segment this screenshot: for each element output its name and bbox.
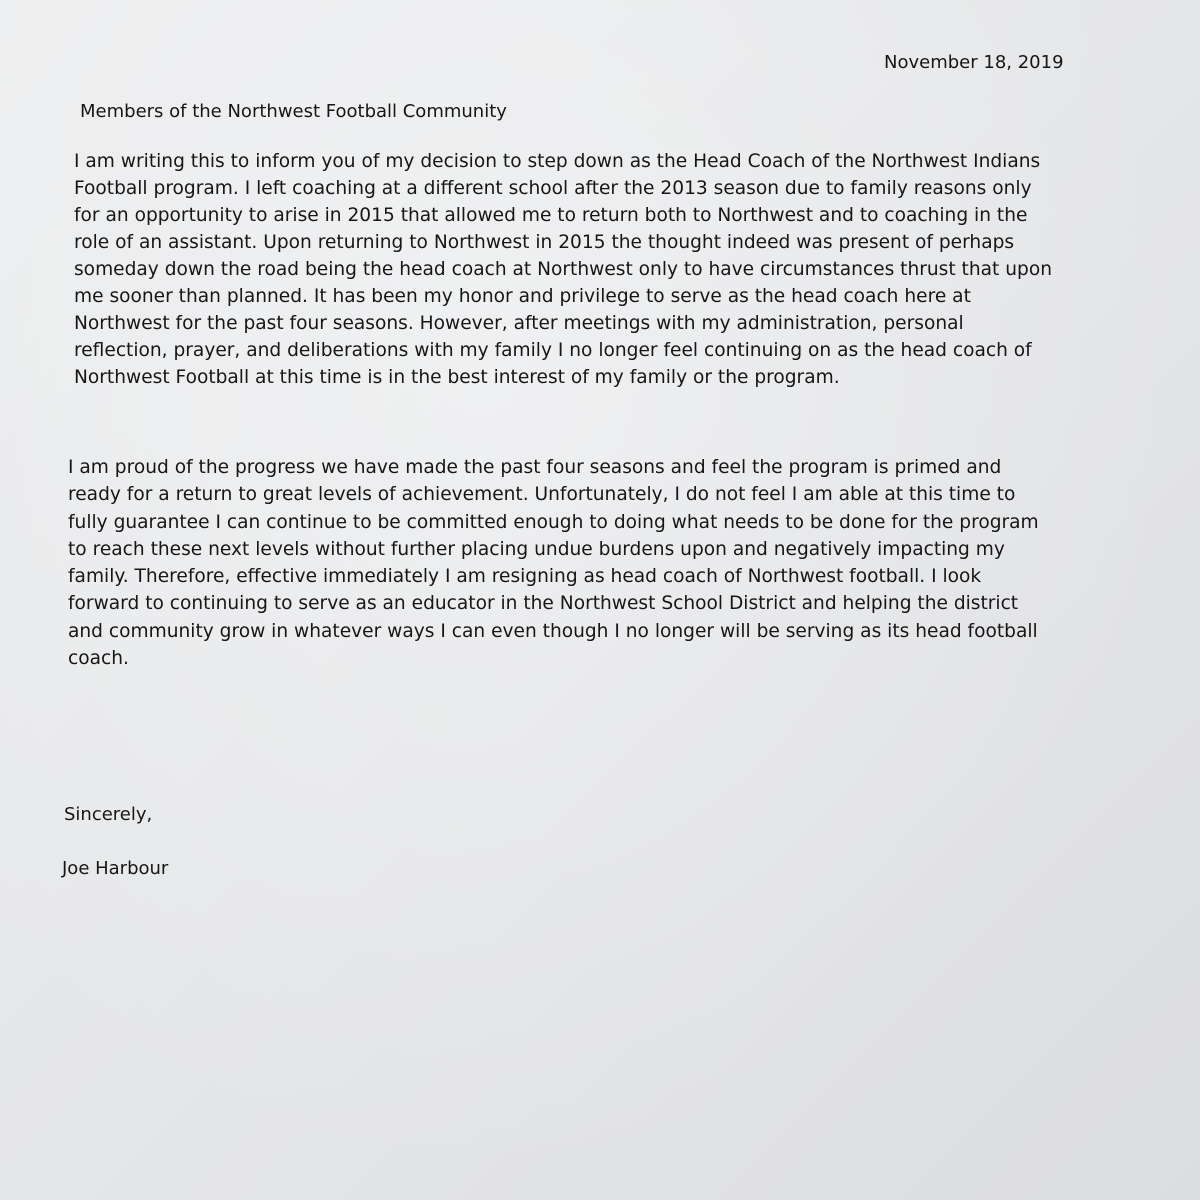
paragraph-line: forward to continuing to serve as an educator in the Northwest School District and helping the district [68, 593, 1019, 615]
paragraph-line: ready for a return to great levels of achievement. Unfortunately, I do not feel I am able at this time to [68, 484, 1016, 506]
paragraph-line: Northwest for the past four seasons. However, after meetings with my administration, personal [74, 313, 964, 334]
paragraph-line: coach. [68, 648, 129, 670]
paragraph-line: me sooner than planned. It has been my honor and privilege to serve as the head coach here at [74, 286, 971, 307]
letter-closing: Sincerely, [64, 804, 153, 825]
paragraph-line: I am writing this to inform you of my decision to step down as the Head Coach of the Northwest Indians [74, 151, 1041, 172]
letter-signature: Joe Harbour [62, 858, 169, 879]
letter-date: November 18, 2019 [884, 52, 1064, 73]
letter-salutation: Members of the Northwest Football Community [80, 101, 507, 122]
letter-paragraph-1 [74, 148, 1052, 391]
paragraph-line: fully guarantee I can continue to be committed enough to doing what needs to be done for the program [68, 511, 1039, 533]
letter-paragraph-2 [68, 454, 1039, 672]
paragraph-line: someday down the road being the head coach at Northwest only to have circumstances thrust that upon [74, 259, 1052, 280]
paragraph-line: family. Therefore, effective immediately I am resigning as head coach of Northwest football. I look [68, 566, 982, 588]
paragraph-line: and community grow in whatever ways I can even though I no longer will be serving as its head football [68, 620, 1038, 642]
paragraph-line: I am proud of the progress we have made the past four seasons and feel the program is primed and [68, 457, 1002, 478]
paragraph-line: role of an assistant. Upon returning to Northwest in 2015 the thought indeed was present of perhaps [74, 232, 1015, 253]
paragraph-line: to reach these next levels without further placing undue burdens upon and negatively impacting my [68, 538, 1005, 560]
paragraph-line: Football program. I left coaching at a different school after the 2013 season due to family reasons only [74, 178, 1032, 199]
paragraph-line: Northwest Football at this time is in the best interest of my family or the program. [74, 367, 840, 388]
paragraph-line: for an opportunity to arise in 2015 that allowed me to return both to Northwest and to coaching in the [74, 205, 1028, 226]
paragraph-line: reflection, prayer, and deliberations with my family I no longer feel continuing on as the head coach of [74, 340, 1032, 361]
